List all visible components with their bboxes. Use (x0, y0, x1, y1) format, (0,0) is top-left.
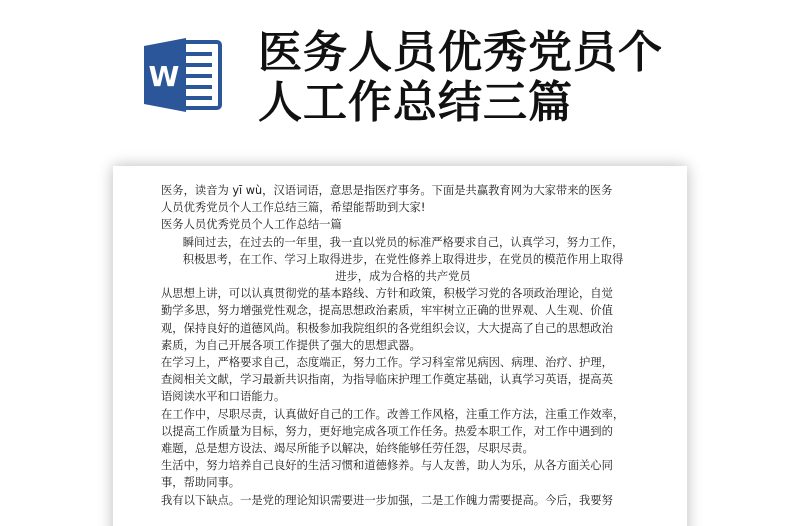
word-icon (140, 32, 226, 118)
paragraph-line: 从思想上讲，可以认真贯彻党的基本路线、方针和政策，积极学习党的各项政治理论，自觉 (161, 287, 613, 301)
paragraph-line: 勤学多思，努力增强党性观念，提高思想政治素质，牢牢树立正确的世界观、人生观、价值 (161, 304, 613, 318)
paragraph-line: 生活中，努力培养自己良好的生活习惯和道德修养。与人友善，助人为乐，从各方面关心同 (161, 459, 613, 473)
paragraph-line: 医务，读音为 yī wù，汉语词语，意思是指医疗事务。下面是共赢教育网为大家带来的医务 (161, 184, 613, 197)
paragraph-line: 积极思考，在工作、学习上取得进步，在党性修养上取得进步，在党员的模范作用上取得 (182, 252, 624, 266)
paragraph-line: 瞬间过去，在过去的一年里，我一直以党员的标准严格要求自己，认真学习，努力工作， (182, 235, 624, 249)
paragraph-line: 难题，总是想方设法、竭尽所能予以解决，始终能够任劳任怨，尽职尽责。 (161, 442, 534, 456)
paragraph-line: 人员优秀党员个人工作总结三篇，希望能帮助到大家! (161, 201, 426, 215)
section-heading: 医务人员优秀党员个人工作总结一篇 (161, 218, 342, 232)
paragraph-line: 查阅相关文献，学习最新共识指南，为指导临床护理工作奠定基础，认真学习英语，提高英 (161, 373, 613, 387)
title-line-2: 人工作总结三篇 (258, 77, 573, 128)
paragraph-line: 事，帮助同事。 (161, 476, 241, 490)
paragraph-line: 以提高工作质量为目标，努力，更好地完成各项工作任务。热爱本职工作，对工作中遇到的 (161, 424, 613, 438)
paragraph-line: 观，保持良好的道德风尚。积极参加我院组织的各党组织会议，大大提高了自己的思想政治 (161, 321, 613, 335)
paragraph-line: 素质，为自己开展各项工作提供了强大的思想武器。 (161, 338, 421, 352)
paragraph-line: 我有以下缺点。一是党的理论知识需要进一步加强，二是工作魄力需要提高。今后，我要努 (161, 493, 613, 507)
paragraph-line: 语阅读水平和口语能力。 (161, 390, 286, 404)
document-body (161, 182, 645, 509)
title-line-1: 医务人员优秀党员个 (258, 27, 663, 78)
paragraph-line: 在工作中，尽职尽责，认真做好自己的工作。改善工作风格，注重工作方法，注重工作效率， (161, 407, 625, 421)
paragraph-line: 在学习上，严格要求自己，态度端正，努力工作。学习科室常见病因、病理、治疗、护理， (161, 356, 613, 370)
document-page (113, 166, 687, 526)
paragraph-line: 进步，成为合格的共产党员 (335, 270, 471, 284)
page-title (258, 28, 778, 128)
logo-letter: W (148, 60, 180, 93)
